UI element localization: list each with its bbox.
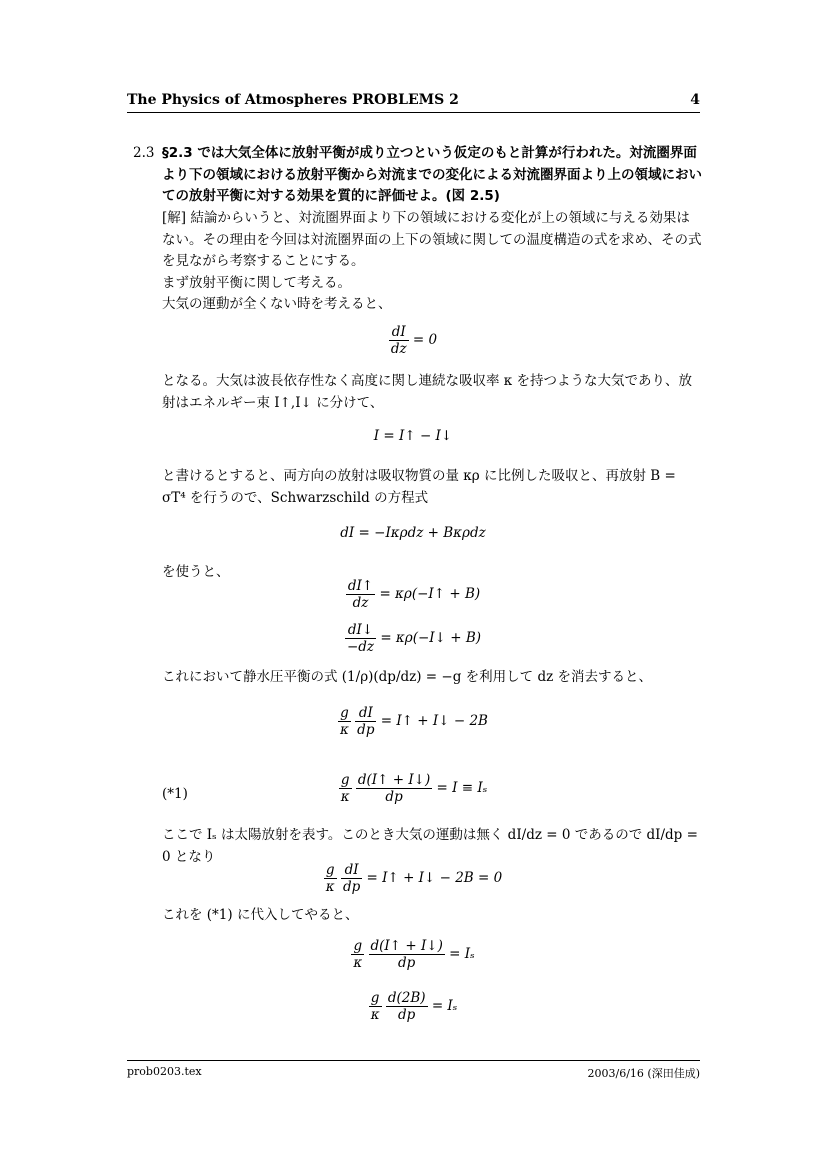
fraction-denominator: dp bbox=[342, 879, 361, 895]
problem-statement: §2.3 では大気全体に放射平衡が成り立つという仮定のもと計算が行われた。対流圏界面より下の領域における放射平衡から対流までの変化による対流圏界面より上の領域においての放射平衡に対する効果を質的に評価せよ。(図 2.5) bbox=[162, 145, 702, 204]
fraction-denominator: dp bbox=[385, 789, 403, 805]
equation-net-flux: I = I↑ − I↓ bbox=[373, 428, 453, 444]
text-line: これにおいて静水圧平衡の式 (1/ρ)(dp/dz) = −g を利用して dz を消去すると、 bbox=[162, 669, 652, 685]
fraction-denominator: κ bbox=[370, 1007, 380, 1023]
text-line: これを (*1) に代入してやると、 bbox=[162, 907, 359, 923]
fraction-denominator: dp bbox=[398, 1007, 416, 1023]
footer-filename: prob0203.tex bbox=[127, 1065, 202, 1078]
fraction-numerator: g bbox=[338, 705, 351, 722]
fraction-denominator: κ bbox=[353, 955, 363, 971]
answer-paragraph: [解] 結論からいうと、対流圏界面より下の領域における変化が上の領域に与える効果はない。その理由を今回は対流圏界面の上下の領域に関しての温度構造の式を求め、その式を見ながら考察することにする。 bbox=[162, 210, 702, 269]
header-rule bbox=[127, 112, 700, 113]
equation-rhs: = κρ(−I↑ + B) bbox=[379, 586, 481, 602]
fraction-numerator: g bbox=[369, 990, 382, 1007]
text-paragraph: ここで Iₛ は太陽放射を表す。このとき大気の運動は無く dI/dz = 0 であるので dI/dp = 0 となり bbox=[162, 827, 698, 865]
fraction-numerator: d(I↑ + I↓) bbox=[370, 938, 443, 954]
equation-tag: (*1) bbox=[162, 786, 188, 802]
page-number: 4 bbox=[690, 92, 700, 108]
fraction-numerator: dI bbox=[355, 705, 376, 722]
equation-pressure-form bbox=[0, 705, 826, 738]
fraction-numerator: d(I↑ + I↓) bbox=[357, 772, 431, 788]
fraction-numerator: dI↓ bbox=[345, 622, 376, 639]
fraction-numerator: d(2B) bbox=[387, 990, 426, 1006]
equation-upward bbox=[0, 578, 826, 611]
fraction-denominator: κ bbox=[340, 722, 349, 738]
running-header-title: The Physics of Atmospheres PROBLEMS 2 bbox=[127, 92, 459, 108]
text-line: を使うと、 bbox=[162, 564, 230, 580]
footer-rule bbox=[127, 1060, 700, 1061]
fraction-denominator: dp bbox=[398, 955, 416, 971]
equation-downward bbox=[0, 622, 826, 655]
equation-star1 bbox=[0, 772, 826, 805]
equation-rhs: = I↑ + I↓ − 2B = 0 bbox=[366, 870, 503, 886]
fraction-numerator: g bbox=[351, 938, 364, 955]
equation-rhs: = I ≡ Iₛ bbox=[436, 780, 488, 796]
fraction-denominator: −dz bbox=[346, 639, 375, 655]
equation-rhs: = κρ(−I↓ + B) bbox=[380, 630, 482, 646]
text-line: 大気の運動が全くない時を考えると、 bbox=[162, 296, 392, 312]
equation-dIdz bbox=[0, 324, 826, 357]
text-paragraph: と書けるとすると、両方向の放射は吸収物質の量 κρ に比例した吸収と、再放射 B = σT⁴ を行うので、Schwarzschild の方程式 bbox=[162, 468, 676, 506]
footer-date-author: 2003/6/16 (深田佳成) bbox=[587, 1067, 700, 1080]
equation-rhs: = 0 bbox=[412, 332, 438, 348]
problem-number: 2.3 bbox=[133, 145, 155, 161]
fraction-denominator: κ bbox=[340, 789, 350, 805]
fraction-numerator: dI↑ bbox=[347, 578, 374, 594]
text-paragraph: となる。大気は波長依存性なく高度に関し連続な吸収率 κ を持つような大気であり、放射はエネルギー束 I↑,I↓ に分けて、 bbox=[162, 373, 693, 411]
equation-substituted bbox=[0, 938, 826, 971]
fraction-denominator: κ bbox=[325, 879, 335, 895]
fraction-numerator: dI bbox=[341, 862, 362, 879]
equation-rhs: = Iₛ bbox=[449, 946, 475, 962]
fraction-numerator: g bbox=[339, 772, 352, 789]
equation-rhs: = I↑ + I↓ − 2B bbox=[380, 713, 488, 729]
fraction-denominator: dz bbox=[352, 595, 369, 611]
equation-2B bbox=[0, 990, 826, 1023]
text-line: まず放射平衡に関して考える。 bbox=[162, 275, 351, 291]
fraction-numerator: dI bbox=[389, 324, 409, 341]
fraction-denominator: dz bbox=[390, 341, 407, 357]
fraction-numerator: g bbox=[324, 862, 337, 879]
equation-schwarzschild: dI = −Iκρdz + Bκρdz bbox=[340, 525, 486, 541]
equation-rhs: = Iₛ bbox=[431, 998, 458, 1014]
fraction-denominator: dp bbox=[357, 722, 375, 738]
equation-zero bbox=[0, 862, 826, 895]
